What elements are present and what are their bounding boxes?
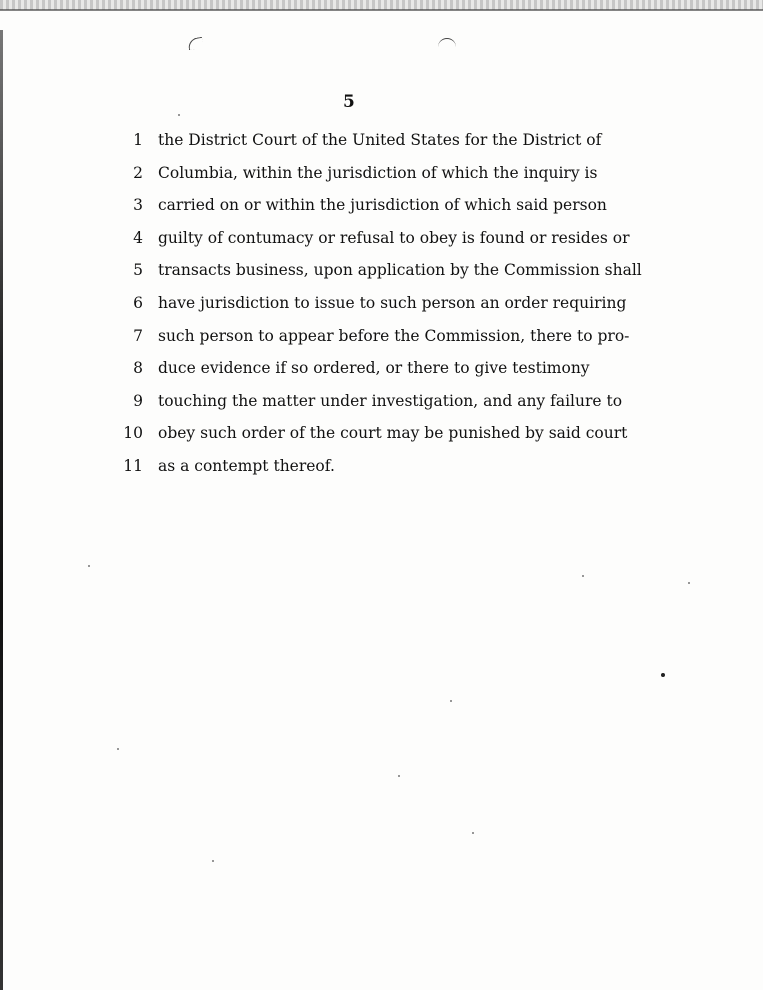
- line-number: 1: [133, 131, 143, 149]
- line-number: 9: [133, 391, 143, 410]
- text-line: [0, 254, 763, 287]
- scan-speck: [212, 860, 214, 862]
- scan-speck: [472, 832, 474, 834]
- line-text: duce evidence if so ordered, or there to give testimony: [158, 359, 590, 378]
- line-number: 3: [133, 196, 143, 215]
- scan-speck: [398, 775, 400, 777]
- line-text: touching the matter under investigation, and any failure to: [158, 391, 623, 410]
- text-line: [0, 385, 763, 418]
- line-text: Columbia, within the jurisdiction of which the inquiry is: [158, 163, 598, 182]
- line-number: 10: [123, 424, 143, 443]
- text-line: [0, 352, 763, 385]
- scan-speck: [178, 114, 180, 116]
- page-number: 5: [343, 92, 355, 112]
- line-text: the District Court of the United States for the District of: [158, 131, 602, 149]
- text-line: [0, 157, 763, 190]
- numbered-text-block: [0, 124, 763, 483]
- scan-speck: [661, 673, 665, 677]
- line-number: 2: [133, 163, 143, 182]
- text-line: [0, 189, 763, 222]
- text-line: [0, 320, 763, 353]
- line-text: as a contempt thereof.: [158, 456, 335, 475]
- scan-speck: [88, 565, 90, 567]
- scan-speck: [450, 700, 452, 702]
- line-number: 5: [133, 261, 143, 280]
- line-number: 11: [123, 456, 143, 475]
- line-number: 7: [133, 326, 143, 345]
- text-line: [0, 417, 763, 450]
- scan-mark: [187, 37, 204, 50]
- line-number: 6: [133, 293, 143, 312]
- line-text: transacts business, upon application by the Commission shall: [158, 261, 642, 280]
- line-number: 8: [133, 359, 143, 378]
- line-text: have jurisdiction to issue to such person an order requiring: [158, 293, 627, 312]
- scan-mark: [438, 38, 456, 47]
- scan-speck: [688, 582, 690, 584]
- scan-speck: [117, 748, 119, 750]
- line-text: carried on or within the jurisdiction of which said person: [158, 196, 607, 215]
- text-line: [0, 450, 763, 483]
- text-line: [0, 124, 763, 157]
- scan-top-line: [0, 9, 763, 11]
- text-line: [0, 287, 763, 320]
- line-text: obey such order of the court may be punished by said court: [158, 424, 628, 443]
- line-text: such person to appear before the Commission, there to pro-: [158, 326, 630, 345]
- text-line: [0, 222, 763, 255]
- scan-speck: [582, 575, 584, 577]
- line-number: 4: [133, 228, 143, 247]
- line-text: guilty of contumacy or refusal to obey is found or resides or: [158, 228, 630, 247]
